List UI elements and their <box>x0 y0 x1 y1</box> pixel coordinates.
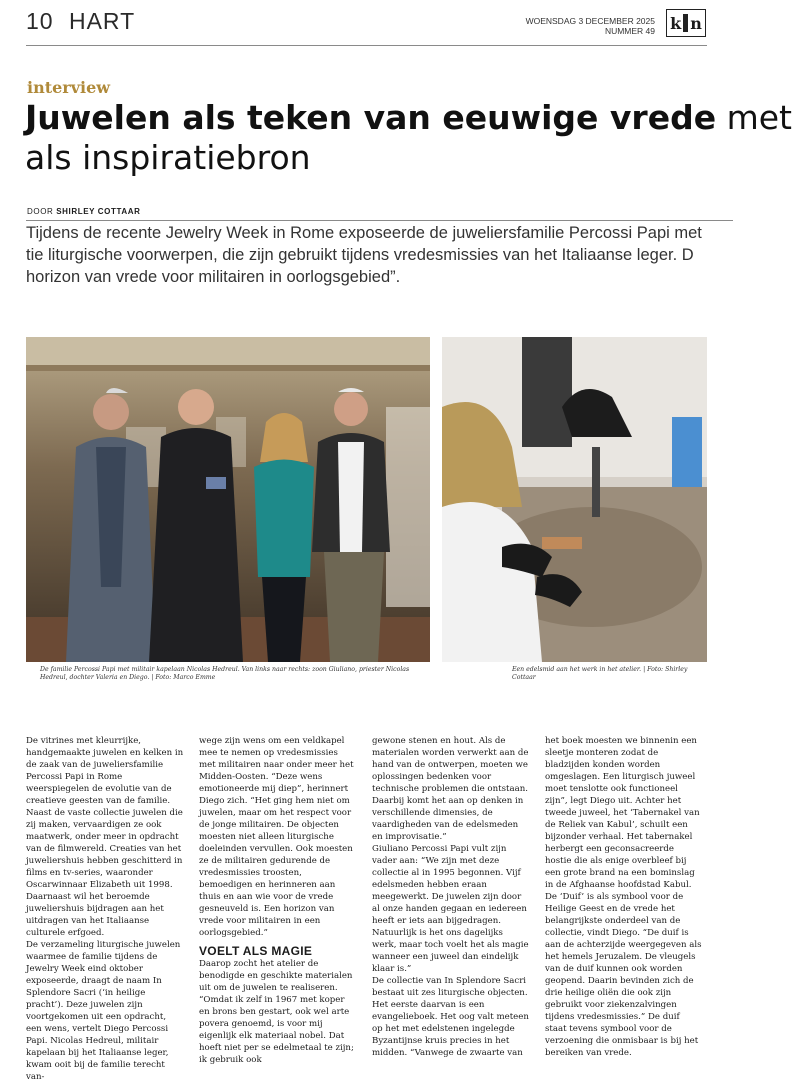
issue-number: NUMMER 49 <box>604 26 655 36</box>
lead-line-3: horizon van vrede voor militairen in oorlogsgebied”. <box>26 268 401 286</box>
page-number: 10 <box>26 8 54 34</box>
article-kicker: interview <box>27 78 111 97</box>
subheading: VOELT ALS MAGIE <box>199 944 313 958</box>
article-title <box>25 98 792 178</box>
body-column-1 <box>26 735 184 1083</box>
col3-paragraph-2: Giuliano Percossi Papi vult zijn vader aan: “We zijn met deze collectie al in 1995 begonnen. Vijf edelsmeden hebben eraan meegewerkt. De juwelen zijn door al onze handen gegaan en iedereen heeft er iets aan bijgedragen. Natuurlijk is het ons dagelijks werk, maar toch voelt het als magie wanneer een juweel dan eindelijk klaar is.” <box>372 844 529 974</box>
lead-line-2: tie liturgische voorwerpen, die zijn gebruikt tijdens vredesmissies van het Italiaanse leger. D <box>26 246 694 264</box>
body-column-4 <box>545 735 703 1059</box>
section-name: HART <box>68 8 136 34</box>
byline-rule <box>26 220 733 221</box>
byline-prefix: DOOR <box>27 207 57 216</box>
col2-paragraph-2: Daarop zocht het atelier de benodigde en geschikte materialen uit om de juwelen te realiseren. “Omdat ik zelf in 1967 met koper en brons ben gestart, ook wel arte povera genoemd, is voor mij eigenlijk elk materiaal nobel. Dat hoeft niet per se edelmetaal te zijn; ik gebruik ook <box>199 959 354 1065</box>
lead-line-1: Tijdens de recente Jewelry Week in Rome exposeerde de juweliersfamilie Percossi Papi met <box>26 224 702 242</box>
issue-info <box>526 16 655 36</box>
atelier-photo-illustration <box>442 337 707 662</box>
article-lead <box>26 222 786 288</box>
body-column-2 <box>199 735 357 1066</box>
logo-letter-k: k <box>670 13 682 33</box>
col1-paragraph-1: De vitrines met kleurrijke, handgemaakte juwelen en kelken in de zaak van de juweliersfamilie Percossi Papi in Rome weerspiegelen de evolutie van de creatieve geesten van de familie. Naast de vaste collectie juwelen die zij maken, vervaardigen ze ook maatwerk, onder meer in opdracht van de filmwereld. Creaties van het juweliershuis hebben geschitterd in films en tv-series, waaronder Oscarwinnaar Elizabeth uit 1998. Daarnaast wil het beroemde juweliershuis bijdragen aan het uitdragen van het Italiaanse culturele erfgoed. <box>26 736 184 938</box>
issue-date: WOENSDAG 3 DECEMBER 2025 <box>525 16 655 26</box>
col4-paragraph-2: De ‘Duif’ is als symbool voor de Heilige Geest en de vrede het belangrijkste onderdeel van de collectie, vindt Diego. “De duif is aan de achterzijde weergegeven als het hemels Jeruzalem. De vleugels van de duif kunnen ook worden geopend. Daarin bevinden zich de drie heilige oliën die ook zijn gebruikt voor ziekenzalvingen tijdens vredesmissies.” De duif staat tevens symbool voor de verzoening die onmisbaar is bij het bereiken van vrede. <box>545 892 702 1058</box>
body-column-3 <box>372 735 530 1059</box>
page-header <box>26 8 135 35</box>
byline <box>27 207 141 216</box>
col3-paragraph-3: De collectie van In Splendore Sacri bestaat uit zes liturgische objecten. Het eerste daarvan is een evangelieboek. Het oog valt meteen op het met edelstenen ingelegde Byzantijnse kruis precies in het midden. “Vanwege de zwaarte van <box>372 976 529 1058</box>
col4-paragraph-1: het boek moesten we binnenin een sleetje monteren zodat de bladzijden konden worden omgeslagen. Een liturgisch juweel moet tenslotte ook functioneel zijn”, legt Diego uit. Achter het tweede juweel, het ‘Tabernakel van de Reliek van Kabul’, schuilt een bijzonder verhaal. Het tabernakel herbergt een geconsacreerde hostie die als enige overbleef bij een grote brand na een bominslag in de Afghaanse hoofdstad Kabul. <box>545 736 700 890</box>
title-bold: Juwelen als teken van eeuwige vrede <box>25 98 717 137</box>
family-photo-caption: De familie Percossi Papi met militair kapelaan Nicolas Hedreul. Van links naar rechts: zoon Giuliano, priester Nicolas Hedreul, dochter Valeria en Diego. | Foto: Marco Emme <box>40 666 410 681</box>
atelier-photo <box>442 337 707 662</box>
atelier-photo-caption: Een edelsmid aan het werk in het atelier. | Foto: Shirley Cottaar <box>512 666 688 681</box>
family-photo <box>26 337 430 662</box>
header-rule <box>26 45 707 46</box>
col2-paragraph-1: wege zijn wens om een veldkapel mee te nemen op vredesmissies met militairen naar onder meer het Midden-Oosten. “Deze wens emotioneerde mij diep”, herinnert Diego zich. “Het ging hem niet om juwelen, maar om het respect voor de jonge militairen. De objecten moesten niet alleen liturgische doeleinden vervullen. Ook moesten ze de militairen gedurende de vredesmissies troosten, bemoedigen en herinneren aan thuis en aan wie voor de vrede gesneuveld is. Een horizon van vrede voor militairen in een oorlogsgebied.” <box>199 736 354 938</box>
newspaper-logo <box>666 9 706 37</box>
col3-paragraph-1: gewone stenen en hout. Als de materialen worden verwerkt aan de hand van de ontwerpen, moeten we oplossingen bedenken voor technische problemen die ontstaan. Daarbij komt het aan op denken in verschillende dimensies, de vaardigheden van de edelsmeden en improvisatie.” <box>372 736 529 842</box>
logo-letter-n: n <box>690 13 702 33</box>
title-rest: met <box>716 98 792 137</box>
title-line-2: als inspiratiebron <box>25 138 311 177</box>
col1-paragraph-2: De verzameling liturgische juwelen waarmee de familie tijdens de Jewelry Week eind oktober exposeerde, draagt de naam In Splendore Sacri (‘in heilige pracht’). Deze juwelen zijn voortgekomen uit een opdracht, een wens, vertelt Diego Percossi Papi. Nicolas Hedreul, militair kapelaan bij het Italiaanse leger, kwam ooit bij de familie terecht van- <box>26 940 181 1082</box>
family-photo-illustration <box>26 337 430 662</box>
byline-author: SHIRLEY COTTAAR <box>56 207 141 216</box>
